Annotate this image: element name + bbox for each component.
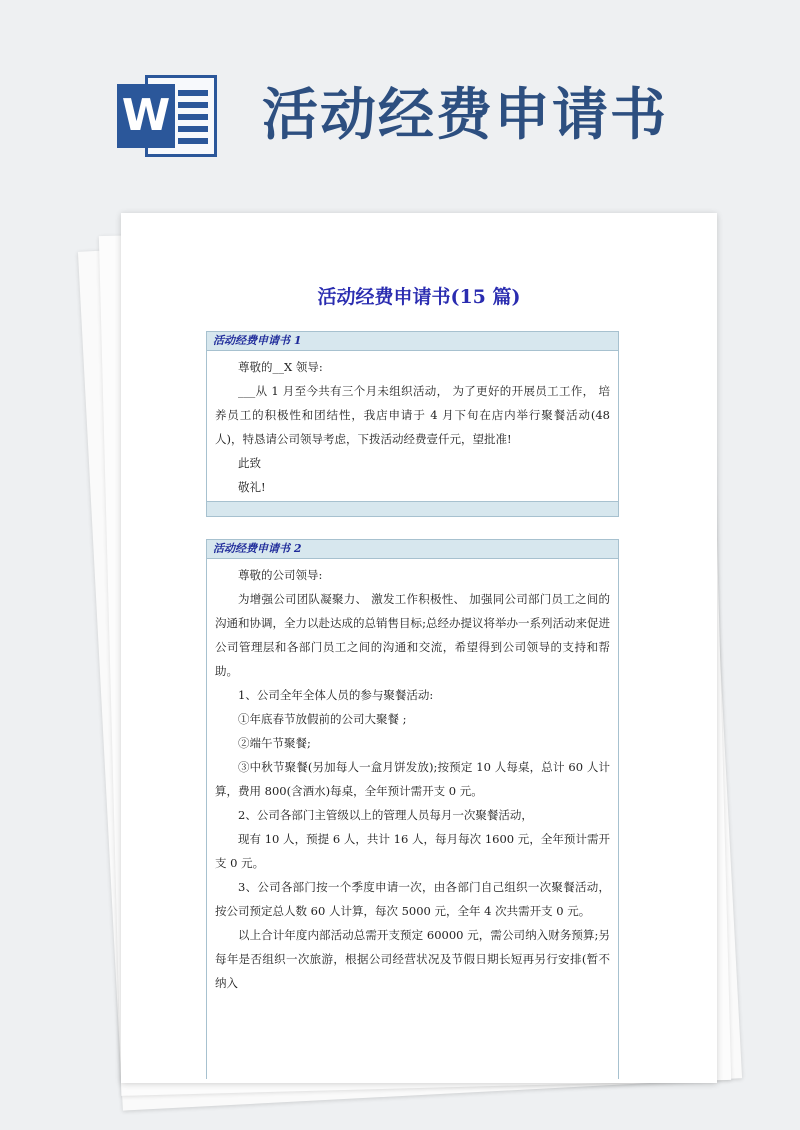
list-item: ①年底春节放假前的公司大聚餐 ; <box>238 712 407 726</box>
salutation: 尊敬的__X 领导: <box>238 360 323 374</box>
word-icon <box>117 75 217 157</box>
body-paragraph: 以上合计年度内部活动总需开支预定 60000 元，需公司纳入财务预算;另每年是否组织一次旅游，根据公司经营状况及节假日期长短再另行安排(暂不纳入 <box>215 928 610 990</box>
document-title: 活动经费申请书(15 篇) <box>317 286 521 308</box>
salutation: 尊敬的公司领导: <box>238 568 323 582</box>
body-paragraph: 为增强公司团队凝聚力、 激发工作积极性、 加强同公司部门员工之间的沟通和协调，全力以赴达成的总销售目标;总经办提议将举办一系列活动来促进公司管理层和各部门员工之间的沟通和交流，希望得到公司领导的支持和帮助。 <box>215 592 610 678</box>
banner-title: 活动经费申请书 <box>262 83 668 148</box>
body-paragraph: 现有 10 人，预提 6 人，共计 16 人，每月每次 1600 元，全年预计需开支 0 元。 <box>215 832 610 870</box>
list-heading: 3、公司各部门按一个季度申请一次，由各部门自己组织一次聚餐活动，按公司预定总人数 60 人计算，每次 5000 元，全年 4 次共需开支 0 元。 <box>215 880 610 918</box>
document-page <box>121 213 717 1083</box>
list-item: ②端午节聚餐; <box>238 736 311 750</box>
list-heading: 2、公司各部门主管级以上的管理人员每月一次聚餐活动， <box>238 808 533 822</box>
word-logo-letter: W <box>117 84 175 148</box>
body-paragraph: ___从 1 月至今共有三个月未组织活动， 为了更好的开展员工工作， 培养员工的积极性和团结性，我店申请于 4 月下旬在店内举行聚餐活动(48 人)，特恳请公司领导考虑，下拨活动经费壹仟元，望批准! <box>215 384 610 446</box>
section-2-body <box>207 559 618 999</box>
section-2 <box>206 539 619 1079</box>
section-1-footer <box>207 501 618 516</box>
section-2-heading: 活动经费申请书 2 <box>207 540 618 559</box>
section-1 <box>206 331 619 517</box>
list-heading: 1、公司全年全体人员的参与聚餐活动: <box>238 688 434 702</box>
list-item: ③中秋节聚餐(另加每人一盒月饼发放);按预定 10 人每桌，总计 60 人计算，费用 800(含酒水)每桌，全年预计需开支 0 元。 <box>215 760 610 798</box>
closing-line: 敬礼! <box>238 480 266 494</box>
banner <box>0 0 800 205</box>
section-1-body <box>207 351 618 501</box>
section-1-heading: 活动经费申请书 1 <box>207 332 618 351</box>
closing-line: 此致 <box>238 456 261 470</box>
